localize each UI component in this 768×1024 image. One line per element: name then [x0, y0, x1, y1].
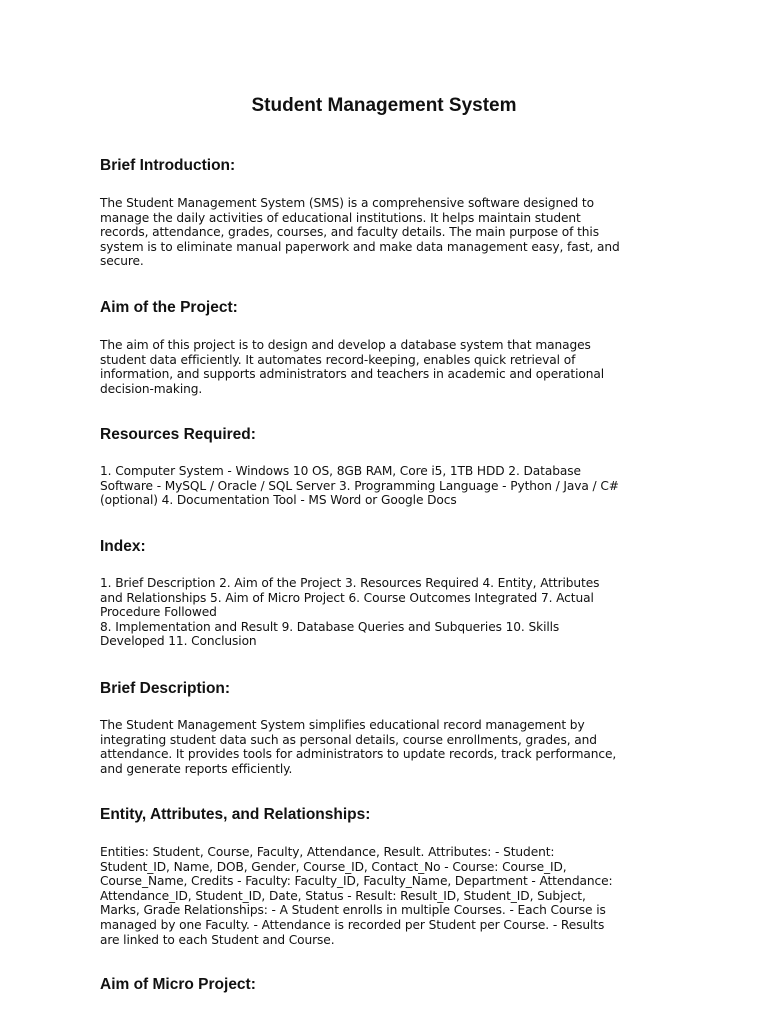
section-body-brief-introduction: [100, 196, 670, 269]
body-line: Software - MySQL / Oracle / SQL Server 3. Programming Language - Python / Java / C#: [100, 478, 619, 493]
section-body-entity-attributes-relationships: [100, 845, 670, 947]
body-line: Developed 11. Conclusion: [100, 634, 257, 649]
body-line: and generate reports efficiently.: [100, 761, 293, 776]
body-line: Student_ID, Name, DOB, Gender, Course_ID, Contact_No - Course: Course_ID,: [100, 859, 567, 874]
body-line: The aim of this project is to design and develop a database system that manages: [100, 338, 591, 352]
section-heading-entity-attributes-relationships: Entity, Attributes, and Relationships:: [100, 806, 371, 823]
body-line: 1. Brief Description 2. Aim of the Project 3. Resources Required 4. Entity, Attributes: [100, 576, 600, 590]
body-line: Marks, Grade Relationships: - A Student enrolls in multiple Courses. - Each Course is: [100, 903, 606, 918]
body-line: The Student Management System simplifies educational record management by: [100, 718, 585, 732]
body-line: secure.: [100, 254, 144, 269]
section-heading-brief-description: Brief Description:: [100, 680, 231, 697]
section-heading-resources-required: Resources Required:: [100, 426, 256, 443]
body-line: Attendance_ID, Student_ID, Date, Status - Result: Result_ID, Student_ID, Subject,: [100, 888, 586, 903]
section-heading-aim-of-project: Aim of the Project:: [100, 299, 238, 316]
body-line: decision-making.: [100, 381, 203, 396]
body-line: 8. Implementation and Result 9. Database Queries and Subqueries 10. Skills: [100, 619, 560, 634]
body-line: are linked to each Student and Course.: [100, 932, 335, 947]
section-heading-brief-introduction: Brief Introduction:: [100, 157, 236, 174]
section-body-brief-description: [100, 718, 670, 776]
body-line: 1. Computer System - Windows 10 OS, 8GB RAM, Core i5, 1TB HDD 2. Database: [100, 464, 581, 478]
body-line: Entities: Student, Course, Faculty, Attendance, Result. Attributes: - Student:: [100, 845, 555, 859]
body-line: Course_Name, Credits - Faculty: Faculty_ID, Faculty_Name, Department - Attendance:: [100, 874, 613, 889]
body-line: and Relationships 5. Aim of Micro Project 6. Course Outcomes Integrated 7. Actual: [100, 590, 594, 605]
body-line: information, and supports administrators and teachers in academic and operational: [100, 367, 605, 382]
document-title: Student Management System: [251, 95, 517, 116]
body-line: manage the daily activities of educational institutions. It helps maintain student: [100, 210, 581, 225]
body-line: Procedure Followed: [100, 605, 217, 620]
body-line: attendance. It provides tools for administrators to update records, track performance,: [100, 747, 617, 762]
body-line: The Student Management System (SMS) is a comprehensive software designed to: [100, 196, 594, 210]
section-heading-aim-of-micro-project: Aim of Micro Project:: [100, 976, 256, 993]
body-line: (optional) 4. Documentation Tool - MS Word or Google Docs: [100, 493, 457, 508]
body-line: integrating student data such as personal details, course enrollments, grades, and: [100, 732, 597, 747]
section-heading-index: Index:: [100, 538, 146, 555]
section-body-resources-required: [100, 464, 670, 508]
section-body-index: [100, 576, 670, 649]
body-line: managed by one Faculty. - Attendance is recorded per Student per Course. - Results: [100, 917, 605, 932]
section-body-aim-of-project: [100, 338, 670, 396]
body-line: records, attendance, grades, courses, and faculty details. The main purpose of this: [100, 225, 599, 240]
body-line: system is to eliminate manual paperwork and make data management easy, fast, and: [100, 239, 620, 254]
body-line: student data efficiently. It automates record-keeping, enables quick retrieval of: [100, 352, 576, 367]
